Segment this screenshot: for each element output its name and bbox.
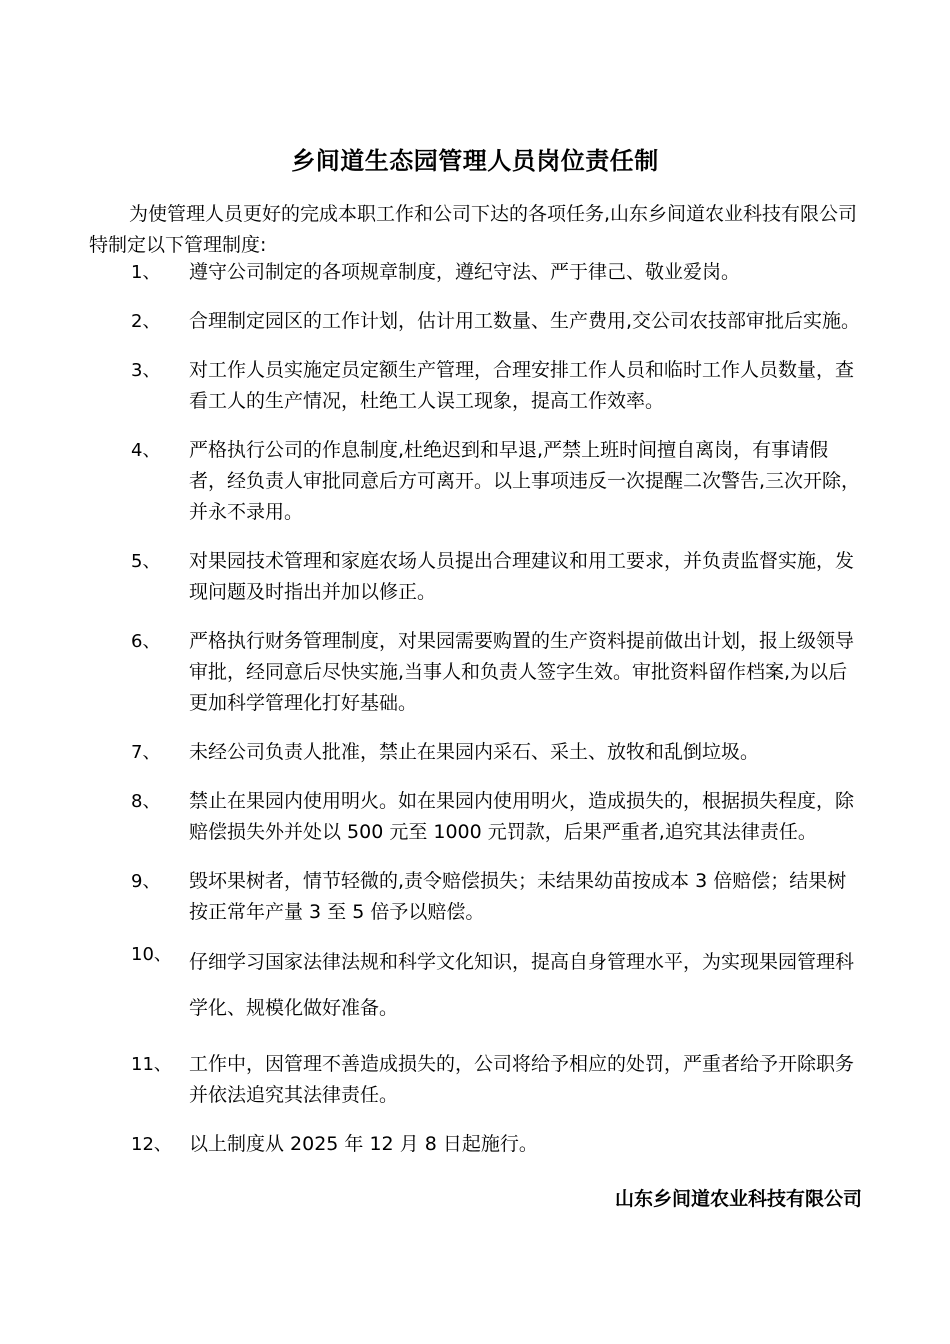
item-text: 禁止在果园内使用明火。如在果园内使用明火，造成损失的，根据损失程度，除赔偿损失外并处以 500 元至 1000 元罚款，后果严重者,追究其法律责任。: [189, 790, 855, 843]
list-item: [0, 786, 950, 848]
list-item: [0, 435, 950, 528]
item-number: 10、: [131, 944, 172, 965]
item-text: 以上制度从 2025 年 12 月 8 日起施行。: [189, 1133, 538, 1155]
item-number: 9、: [131, 871, 161, 892]
item-number: 6、: [131, 631, 161, 652]
item-text: 对果园技术管理和家庭农场人员提出合理建议和用工要求，并负责监督实施，发现问题及时指出并加以修正。: [189, 550, 855, 603]
item-text: 严格执行公司的作息制度,杜绝迟到和早退,严禁上班时间擅自离岗，有事请假者，经负责人审批同意后方可离开。以上事项违反一次提醒二次警告,三次开除，并永不录用。: [189, 439, 861, 523]
list-item: [0, 866, 950, 928]
item-text: 遵守公司制定的各项规章制度，遵纪守法、严于律己、敬业爱岗。: [189, 261, 741, 283]
item-text: 严格执行财务管理制度，对果园需要购置的生产资料提前做出计划，报上级领导审批，经同意后尽快实施,当事人和负责人签字生效。审批资料留作档案,为以后更加科学管理化打好基础。: [189, 630, 855, 714]
item-number: 2、: [131, 311, 161, 332]
list-item: [0, 355, 950, 417]
item-number: 3、: [131, 360, 161, 381]
item-text: 对工作人员实施定员定额生产管理，合理安排工作人员和临时工作人员数量，查看工人的生产情况，杜绝工人误工现象，提高工作效率。: [189, 359, 855, 412]
intro-paragraph: 为使管理人员更好的完成本职工作和公司下达的各项任务,山东乡间道农业科技有限公司特制定以下管理制度:: [89, 203, 858, 256]
document-title: 乡间道生态园管理人员岗位责任制: [291, 147, 659, 175]
list-item: [0, 626, 950, 719]
item-number: 11、: [131, 1054, 172, 1075]
item-text: 合理制定园区的工作计划，估计用工数量、生产费用,交公司农技部审批后实施。: [189, 310, 861, 332]
item-number: 5、: [131, 551, 161, 572]
list-item: [0, 939, 950, 1031]
item-text: 毁坏果树者，情节轻微的,责令赔偿损失；未结果幼苗按成本 3 倍赔偿；结果树按正常年产量 3 至 5 倍予以赔偿。: [189, 870, 847, 923]
item-number: 1、: [131, 262, 161, 283]
list-item: [0, 257, 950, 288]
item-text: 工作中，因管理不善造成损失的，公司将给予相应的处罚，严重者给予开除职务并依法追究其法律责任。: [189, 1053, 855, 1106]
item-text: 仔细学习国家法律法规和科学文化知识，提高自身管理水平，为实现果园管理科学化、规模化做好准备。: [189, 951, 855, 1019]
list-item: [0, 1129, 950, 1160]
item-number: 7、: [131, 742, 161, 763]
item-number: 8、: [131, 791, 161, 812]
rules-list: [0, 257, 950, 1178]
list-item: [0, 306, 950, 337]
company-signature: 山东乡间道农业科技有限公司: [614, 1188, 862, 1210]
item-text: 未经公司负责人批准，禁止在果园内采石、采土、放牧和乱倒垃圾。: [189, 741, 760, 763]
item-number: 4、: [131, 440, 161, 461]
item-number: 12、: [131, 1134, 172, 1155]
list-item: [0, 546, 950, 608]
list-item: [0, 737, 950, 768]
list-item: [0, 1049, 950, 1111]
